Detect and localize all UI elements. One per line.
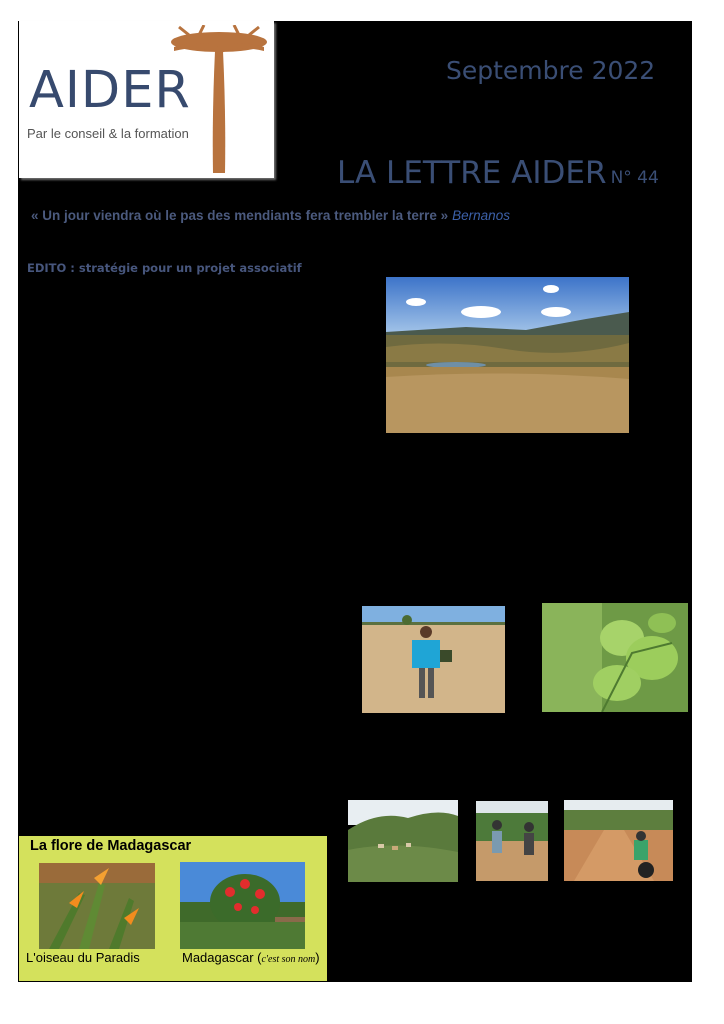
quote-author: Bernanos xyxy=(452,208,510,223)
caption-bird-of-paradise: L'oiseau du Paradis xyxy=(26,950,140,965)
caption-madagascar-italic: c'est son nom xyxy=(261,954,316,965)
quote-text: « Un jour viendra où le pas des mendiants fera trembler la terre » xyxy=(31,208,449,223)
edito-heading: EDITO : stratégie pour un projet associatif xyxy=(27,261,302,275)
red-flower-tree-photo xyxy=(180,862,305,949)
caption-madagascar-text: Madagascar ( xyxy=(182,950,262,965)
issue-date: Septembre 2022 xyxy=(446,56,656,85)
hills-village-photo xyxy=(348,800,458,882)
title-text: LA LETTRE AIDER xyxy=(337,155,607,191)
caption-madagascar-end: ) xyxy=(315,950,320,965)
flora-heading: La flore de Madagascar xyxy=(30,838,192,854)
flora-box xyxy=(19,836,327,981)
issue-number: N° 44 xyxy=(610,168,659,188)
newsletter-title xyxy=(337,155,659,191)
walking-people-photo xyxy=(476,801,548,881)
baobab-tree-icon xyxy=(169,25,269,175)
landscape-photo xyxy=(386,277,629,433)
logo-name: AIDER xyxy=(29,61,191,120)
bird-of-paradise-photo xyxy=(39,863,155,949)
quote xyxy=(31,208,510,223)
logo-tagline: Par le conseil & la formation xyxy=(27,126,189,141)
caption-madagascar xyxy=(182,950,320,965)
logo xyxy=(19,21,274,178)
dirt-road-motorbike-photo xyxy=(564,800,673,881)
farmer-photo xyxy=(362,606,505,713)
plant-leaves-photo xyxy=(542,603,688,712)
